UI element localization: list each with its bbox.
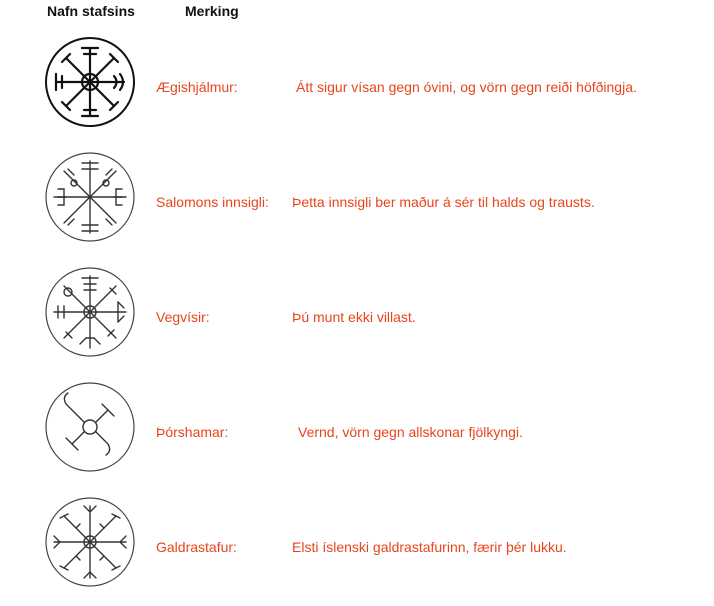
- symbol-row: [0, 151, 714, 261]
- symbol-name: Þórshamar:: [156, 424, 229, 440]
- galdrastafur-icon: [44, 496, 136, 588]
- header-meaning-column: Merking: [185, 3, 239, 19]
- symbol-row: [0, 381, 714, 491]
- aegishjalmur-icon: [44, 36, 136, 128]
- symbol-name: Salomons innsigli:: [156, 194, 269, 210]
- vegvisir-icon: [44, 266, 136, 358]
- symbol-row: [0, 496, 714, 606]
- symbol-meaning: Vernd, vörn gegn allskonar fjölkyngi.: [298, 424, 523, 440]
- symbol-meaning: Þetta innsigli ber maður á sér til halds og trausts.: [292, 194, 595, 210]
- thorshamar-icon: [44, 381, 136, 473]
- symbol-name: Galdrastafur:: [156, 539, 237, 555]
- symbol-meaning: Þú munt ekki villast.: [292, 309, 416, 325]
- symbol-meaning: Átt sigur vísan gegn óvini, og vörn gegn reiði höfðingja.: [296, 79, 637, 95]
- symbol-row: [0, 36, 714, 146]
- symbol-row: [0, 266, 714, 376]
- salomons-innsigli-icon: [44, 151, 136, 243]
- symbol-name: Ægishjálmur:: [156, 79, 238, 95]
- header-name-column: Nafn stafsins: [47, 3, 135, 19]
- symbol-meaning: Elsti íslenski galdrastafurinn, færir þér lukku.: [292, 539, 567, 555]
- symbol-name: Vegvísir:: [156, 309, 210, 325]
